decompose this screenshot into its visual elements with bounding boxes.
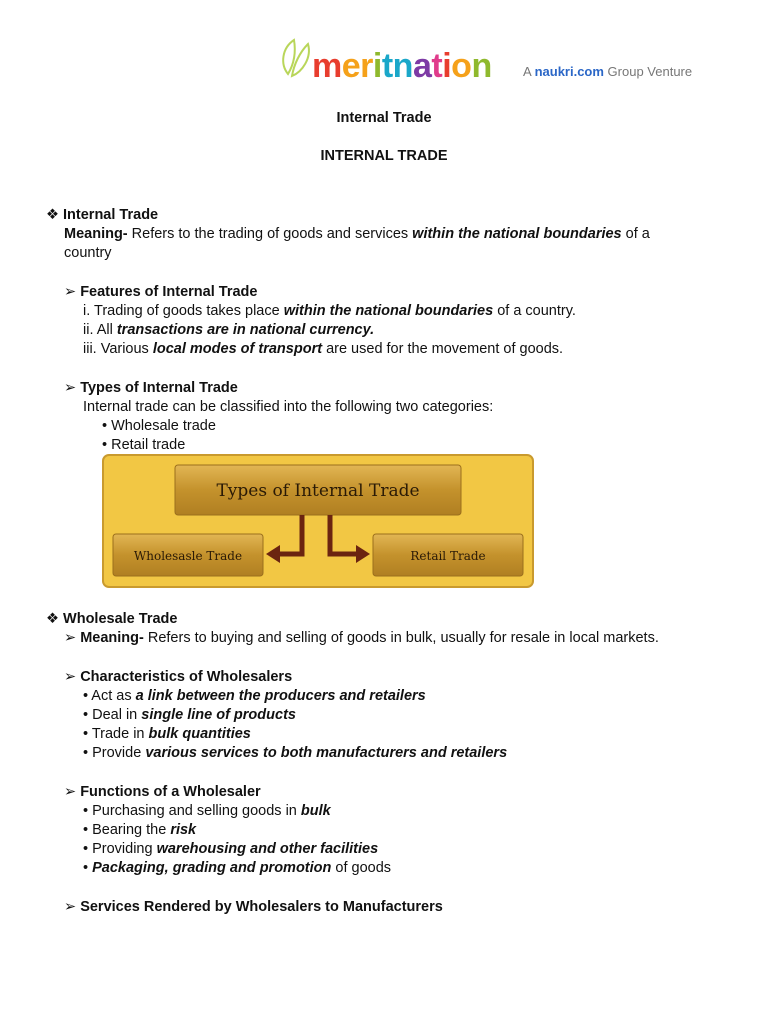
- logo-brand-name: [312, 46, 492, 86]
- logo-letter: r: [360, 47, 373, 85]
- feature-text: ii. All: [83, 322, 117, 338]
- diagram-right-label: Retail Trade: [410, 549, 486, 563]
- types-heading: [64, 379, 238, 397]
- arrow-bullet-icon: ➢: [64, 630, 77, 646]
- types-intro: Internal trade can be classified into the following two categories:: [83, 399, 494, 415]
- feature-text-end: of a country.: [493, 303, 576, 319]
- arrow-bullet-icon: ➢: [64, 284, 77, 300]
- section-title: Wholesale Trade: [63, 611, 178, 627]
- feature-emphasis: transactions are in national currency.: [116, 322, 375, 338]
- function-item-2: [83, 821, 196, 839]
- arrow-bullet-icon: ➢: [64, 669, 77, 685]
- item-emphasis: single line of products: [141, 707, 296, 723]
- types-item-retail: • Retail trade: [102, 437, 186, 453]
- feature-emphasis: within the national boundaries: [283, 303, 494, 319]
- function-item-3: [83, 840, 378, 858]
- section-wholesale-heading: [46, 610, 177, 628]
- item-emphasis: a link between the producers and retailers: [135, 688, 426, 704]
- item-text: • Act as: [83, 688, 136, 704]
- characteristic-item-2: [83, 706, 296, 724]
- feature-text-end: are used for the movement of goods.: [322, 341, 564, 357]
- logo-letter: i: [372, 47, 382, 85]
- function-item-1: [83, 802, 331, 820]
- logo-letter: e: [341, 47, 361, 85]
- diagram-top-label: Types of Internal Trade: [216, 481, 420, 501]
- item-text: •: [83, 860, 93, 876]
- characteristic-item-3: [83, 725, 251, 743]
- logo-letter: n: [392, 47, 413, 85]
- meaning-paragraph: [64, 225, 650, 243]
- document-heading: INTERNAL TRADE: [320, 148, 448, 164]
- item-emphasis: warehousing and other facilities: [156, 841, 379, 857]
- arrow-bullet-icon: ➢: [64, 784, 77, 800]
- arrow-bullet-icon: ➢: [64, 380, 77, 396]
- arrow-bullet-icon: ➢: [64, 899, 77, 915]
- meaning-text-end: of a: [621, 226, 650, 242]
- logo-letter: m: [312, 47, 342, 85]
- item-emphasis: Packaging, grading and promotion: [92, 860, 332, 876]
- feature-text: iii. Various: [83, 341, 153, 357]
- logo-letter: a: [412, 47, 432, 85]
- characteristic-item-4: [83, 744, 507, 762]
- feature-text: i. Trading of goods takes place: [83, 303, 284, 319]
- diamond-bullet-icon: ❖: [46, 611, 59, 627]
- diamond-bullet-icon: ❖: [46, 207, 59, 223]
- item-text: • Deal in: [83, 707, 142, 723]
- logo-letter: t: [431, 47, 443, 85]
- wholesale-meaning: [64, 629, 659, 647]
- services-title: Services Rendered by Wholesalers to Manufacturers: [80, 899, 443, 915]
- services-heading: [64, 898, 443, 916]
- characteristics-heading: [64, 668, 292, 686]
- section-internal-trade-heading: [46, 206, 158, 224]
- item-emphasis: bulk quantities: [148, 726, 251, 742]
- meaning-label: Meaning-: [64, 226, 128, 242]
- functions-title: Functions of a Wholesaler: [80, 784, 261, 800]
- document-title: Internal Trade: [336, 110, 432, 126]
- feature-item-3: [83, 340, 563, 358]
- types-of-internal-trade-diagram: [102, 454, 534, 588]
- characteristics-title: Characteristics of Wholesalers: [80, 669, 293, 685]
- item-text: • Purchasing and selling goods in: [83, 803, 301, 819]
- logo-letter: n: [471, 47, 492, 85]
- features-title: Features of Internal Trade: [80, 284, 258, 300]
- meaning-label: Meaning-: [80, 630, 144, 646]
- logo-letter: i: [442, 47, 452, 85]
- logo-tagline: [523, 64, 692, 79]
- feature-item-2: [83, 321, 374, 339]
- item-text-end: of goods: [331, 860, 392, 876]
- diagram-left-label: Wholesasle Trade: [133, 549, 243, 563]
- section-title: Internal Trade: [63, 207, 159, 223]
- item-emphasis: bulk: [300, 803, 331, 819]
- item-text: • Provide: [83, 745, 146, 761]
- feature-item-1: [83, 302, 576, 320]
- types-title: Types of Internal Trade: [80, 380, 238, 396]
- meaning-continuation: country: [64, 245, 112, 261]
- meaning-emphasis: within the national boundaries: [412, 226, 622, 242]
- item-text: • Trade in: [83, 726, 149, 742]
- tagline-prefix: A: [523, 64, 535, 79]
- naukri-brand: naukri.com: [534, 64, 604, 79]
- item-emphasis: risk: [170, 822, 197, 838]
- tagline-suffix: Group Venture: [603, 64, 693, 79]
- function-item-4: [83, 859, 391, 877]
- functions-heading: [64, 783, 261, 801]
- item-emphasis: various services to both manufacturers and retailers: [145, 745, 508, 761]
- item-text: • Bearing the: [83, 822, 171, 838]
- meaning-text: Refers to buying and selling of goods in bulk, usually for resale in local markets.: [143, 630, 659, 646]
- logo-letter: t: [381, 47, 393, 85]
- characteristic-item-1: [83, 687, 426, 705]
- meaning-text: Refers to the trading of goods and services: [127, 226, 413, 242]
- features-heading: [64, 283, 257, 301]
- item-text: • Providing: [83, 841, 157, 857]
- logo-letter: o: [451, 47, 472, 85]
- types-item-wholesale: • Wholesale trade: [102, 418, 216, 434]
- feature-emphasis: local modes of transport: [152, 341, 323, 357]
- meritnation-logo: [278, 34, 728, 92]
